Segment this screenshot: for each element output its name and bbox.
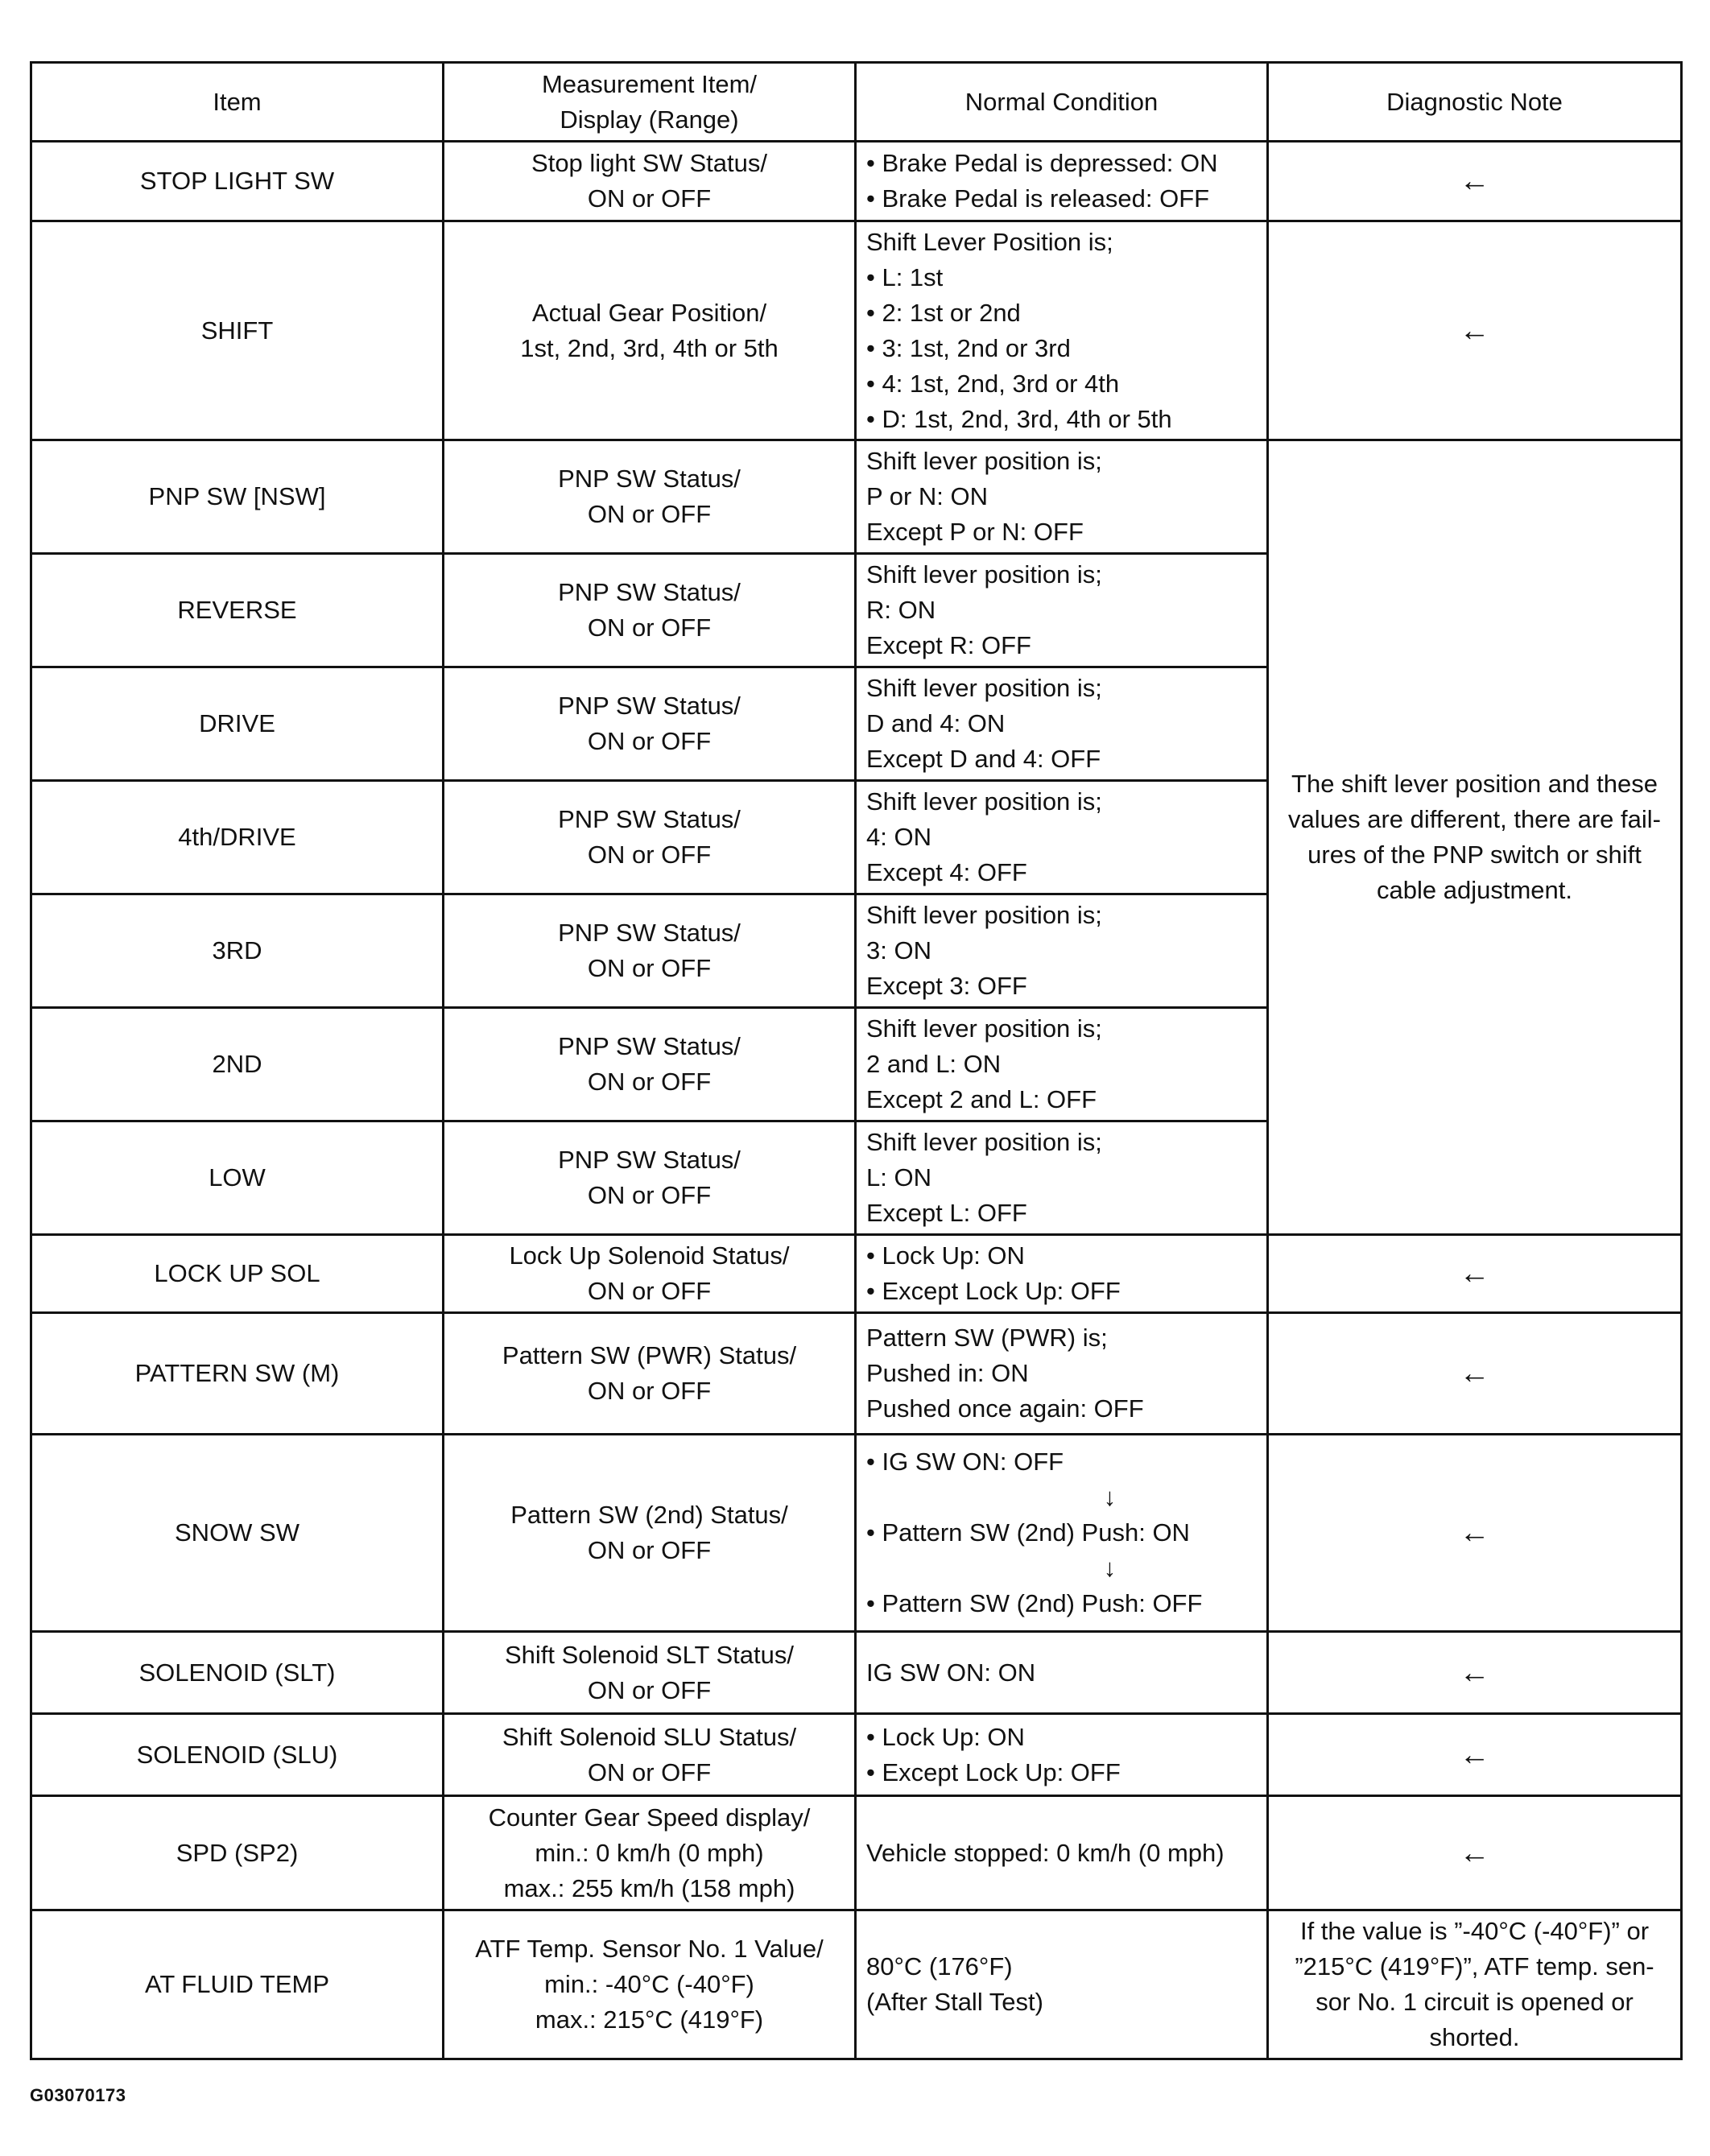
condition-line: • D: 1st, 2nd, 3rd, 4th or 5th [866,402,1257,437]
measurement-line: PNP SW Status/ [558,919,741,947]
header-measurement-line1: Measurement Item/ [541,69,758,98]
condition-line: • 3: 1st, 2nd or 3rd [866,331,1257,366]
measurement-line: min.: 0 km/h (0 mph) [535,1838,764,1867]
item-cell: STOP LIGHT SW [31,142,444,221]
measurement-line: Pattern SW (2nd) Status/ [510,1501,788,1529]
item-cell: SOLENOID (SLU) [31,1714,444,1796]
condition-line: Except 2 and L: OFF [866,1085,1097,1113]
condition-line: • Lock Up: ON [866,1720,1257,1755]
item-cell: SHIFT [31,221,444,440]
note-cell: ← [1268,1714,1682,1796]
condition-line: Except D and 4: OFF [866,745,1101,773]
condition-line: Except P or N: OFF [866,518,1084,546]
item-cell: PNP SW [NSW] [31,440,444,554]
measurement-line: ON or OFF [587,727,712,755]
note-line: ures of the PNP switch or shift [1307,841,1642,869]
item-cell: LOCK UP SOL [31,1235,444,1313]
measurement-line: ON or OFF [587,1377,712,1405]
condition-line: P or N: ON [866,482,989,510]
condition-line: Shift Lever Position is; [866,227,1113,256]
measurement-line: max.: 215°C (419°F) [535,2005,764,2034]
table-row [31,142,1682,221]
condition-line: 3: ON [866,936,931,964]
condition-line: Shift lever position is; [866,1128,1102,1156]
measurement-line: PNP SW Status/ [558,692,741,720]
condition-line: • Pattern SW (2nd) Push: ON [866,1515,1257,1551]
measurement-cell [444,554,856,667]
condition-line: • Brake Pedal is depressed: ON [866,146,1257,181]
measurement-line: min.: -40°C (-40°F) [544,1970,754,1998]
condition-line: Except L: OFF [866,1199,1027,1227]
condition-line: R: ON [866,596,936,624]
measurement-line: ON or OFF [587,841,712,869]
note-line: shorted. [1429,2023,1520,2051]
condition-line: Shift lever position is; [866,1014,1102,1043]
condition-cell [856,1714,1268,1796]
header-item-label: Item [213,87,262,116]
condition-line: 2 and L: ON [866,1050,1002,1078]
measurement-cell [444,1313,856,1435]
note-line: The shift lever position and these [1291,770,1658,798]
measurement-cell [444,1714,856,1796]
condition-cell [856,142,1268,221]
table-row [31,1910,1682,2059]
measurement-cell [444,781,856,894]
condition-cell [856,1796,1268,1910]
condition-line: 4: ON [866,823,931,851]
note-cell: ← [1268,142,1682,221]
note-cell: ← [1268,221,1682,440]
note-line: sor No. 1 circuit is opened or [1316,1988,1634,2016]
item-cell: 2ND [31,1008,444,1121]
item-cell: SNOW SW [31,1435,444,1632]
item-cell: AT FLUID TEMP [31,1910,444,2059]
header-normal-condition [856,63,1268,142]
measurement-line: ON or OFF [587,500,712,528]
condition-cell [856,1235,1268,1313]
condition-line: • Lock Up: ON [866,1238,1257,1274]
measurement-line: PNP SW Status/ [558,578,741,606]
condition-cell [856,1121,1268,1235]
item-cell: LOW [31,1121,444,1235]
diagnostic-data-table-sheet [30,61,1680,2060]
measurement-cell [444,1796,856,1910]
condition-line: • L: 1st [866,260,1257,295]
measurement-line: ON or OFF [587,1181,712,1209]
measurement-cell [444,1435,856,1632]
condition-cell [856,221,1268,440]
table-row [31,221,1682,440]
note-cell: ← [1268,1632,1682,1714]
item-cell: DRIVE [31,667,444,781]
condition-line: Shift lever position is; [866,901,1102,929]
header-note-label: Diagnostic Note [1386,87,1563,116]
item-cell: REVERSE [31,554,444,667]
measurement-cell [444,1235,856,1313]
measurement-line: ON or OFF [587,1068,712,1096]
data-list-table [30,61,1683,2060]
measurement-cell [444,894,856,1008]
measurement-line: ON or OFF [587,184,712,213]
measurement-cell [444,1121,856,1235]
condition-line: • 4: 1st, 2nd, 3rd or 4th [866,366,1257,402]
condition-cell [856,1435,1268,1632]
note-line: cable adjustment. [1377,876,1572,904]
figure-id-label: G03070173 [30,2085,126,2105]
measurement-cell [444,1910,856,2059]
condition-cell [856,781,1268,894]
arrow-down-icon: ↓ [1103,1554,1117,1582]
condition-line: IG SW ON: ON [866,1658,1036,1687]
measurement-line: Counter Gear Speed display/ [488,1803,811,1832]
note-line: If the value is ”-40°C (-40°F)” or [1299,1917,1650,1945]
note-cell: ← [1268,1313,1682,1435]
table-row [31,1714,1682,1796]
measurement-line: ON or OFF [587,1536,712,1564]
table-row [31,1313,1682,1435]
pnp-group-note-cell [1268,440,1682,1235]
header-diagnostic-note [1268,63,1682,142]
condition-cell [856,440,1268,554]
condition-line: Shift lever position is; [866,447,1102,475]
condition-line: Except 4: OFF [866,858,1027,886]
measurement-line: ON or OFF [587,1675,712,1704]
item-cell: 4th/DRIVE [31,781,444,894]
condition-line: Except R: OFF [866,631,1031,659]
measurement-cell [444,667,856,781]
condition-cell [856,1313,1268,1435]
measurement-line: ATF Temp. Sensor No. 1 Value/ [475,1935,824,1963]
measurement-line: Lock Up Solenoid Status/ [509,1241,790,1270]
note-cell: ← [1268,1796,1682,1910]
condition-cell [856,1910,1268,2059]
condition-cell [856,894,1268,1008]
measurement-line: ON or OFF [587,954,712,982]
measurement-cell [444,142,856,221]
measurement-line: Shift Solenoid SLT Status/ [504,1640,794,1669]
condition-line: L: ON [866,1163,931,1192]
measurement-line: PNP SW Status/ [558,1032,741,1060]
header-measurement [444,63,856,142]
item-cell: SOLENOID (SLT) [31,1632,444,1714]
measurement-cell [444,221,856,440]
measurement-line: PNP SW Status/ [558,1146,741,1174]
measurement-line: PNP SW Status/ [558,465,741,493]
table-row [31,440,1682,554]
condition-line: • 2: 1st or 2nd [866,295,1257,331]
note-cell: ← [1268,1235,1682,1313]
measurement-line: max.: 255 km/h (158 mph) [503,1873,795,1902]
condition-line: • IG SW ON: OFF [866,1444,1257,1480]
item-cell: PATTERN SW (M) [31,1313,444,1435]
table-row [31,1435,1682,1632]
condition-line: • Pattern SW (2nd) Push: OFF [866,1586,1257,1621]
condition-cell [856,1632,1268,1714]
measurement-cell [444,1632,856,1714]
note-cell: ← [1268,1435,1682,1632]
condition-cell [856,1008,1268,1121]
condition-line: Vehicle stopped: 0 km/h (0 mph) [866,1838,1225,1867]
measurement-line: Pattern SW (PWR) Status/ [502,1341,797,1369]
table-row [31,1632,1682,1714]
measurement-line: Shift Solenoid SLU Status/ [502,1722,797,1751]
table-header-row [31,63,1682,142]
condition-line: D and 4: ON [866,709,1006,737]
item-cell: SPD (SP2) [31,1796,444,1910]
header-item [31,63,444,142]
note-cell [1268,1910,1682,2059]
measurement-cell [444,440,856,554]
measurement-line: Actual Gear Position/ [531,298,767,327]
measurement-cell [444,1008,856,1121]
condition-line: • Except Lock Up: OFF [866,1755,1257,1790]
condition-line: 80°C (176°F) [866,1952,1013,1980]
item-cell: 3RD [31,894,444,1008]
table-row [31,1796,1682,1910]
condition-line: Pushed once again: OFF [866,1394,1144,1423]
condition-line: • Brake Pedal is released: OFF [866,181,1257,217]
condition-line: • Except Lock Up: OFF [866,1274,1257,1309]
header-measurement-line2: Display (Range) [560,105,739,134]
condition-cell [856,554,1268,667]
condition-line: Shift lever position is; [866,674,1102,702]
measurement-line: 1st, 2nd, 3rd, 4th or 5th [520,333,779,362]
condition-line: Pushed in: ON [866,1359,1029,1387]
condition-line: Except 3: OFF [866,972,1027,1000]
arrow-down-icon: ↓ [1103,1483,1117,1511]
note-line: ”215°C (419°F)”, ATF temp. sen- [1295,1952,1654,1980]
condition-cell [856,667,1268,781]
table-row [31,1235,1682,1313]
condition-line: Shift lever position is; [866,787,1102,816]
condition-line: (After Stall Test) [866,1988,1043,2016]
measurement-line: Stop light SW Status/ [531,149,767,177]
measurement-line: ON or OFF [587,613,712,642]
header-normal-label: Normal Condition [964,87,1159,116]
measurement-line: ON or OFF [587,1757,712,1786]
condition-line: Pattern SW (PWR) is; [866,1324,1108,1352]
condition-line: Shift lever position is; [866,560,1102,589]
measurement-line: ON or OFF [587,1277,712,1305]
note-line: values are different, there are fail- [1288,805,1661,833]
measurement-line: PNP SW Status/ [558,805,741,833]
